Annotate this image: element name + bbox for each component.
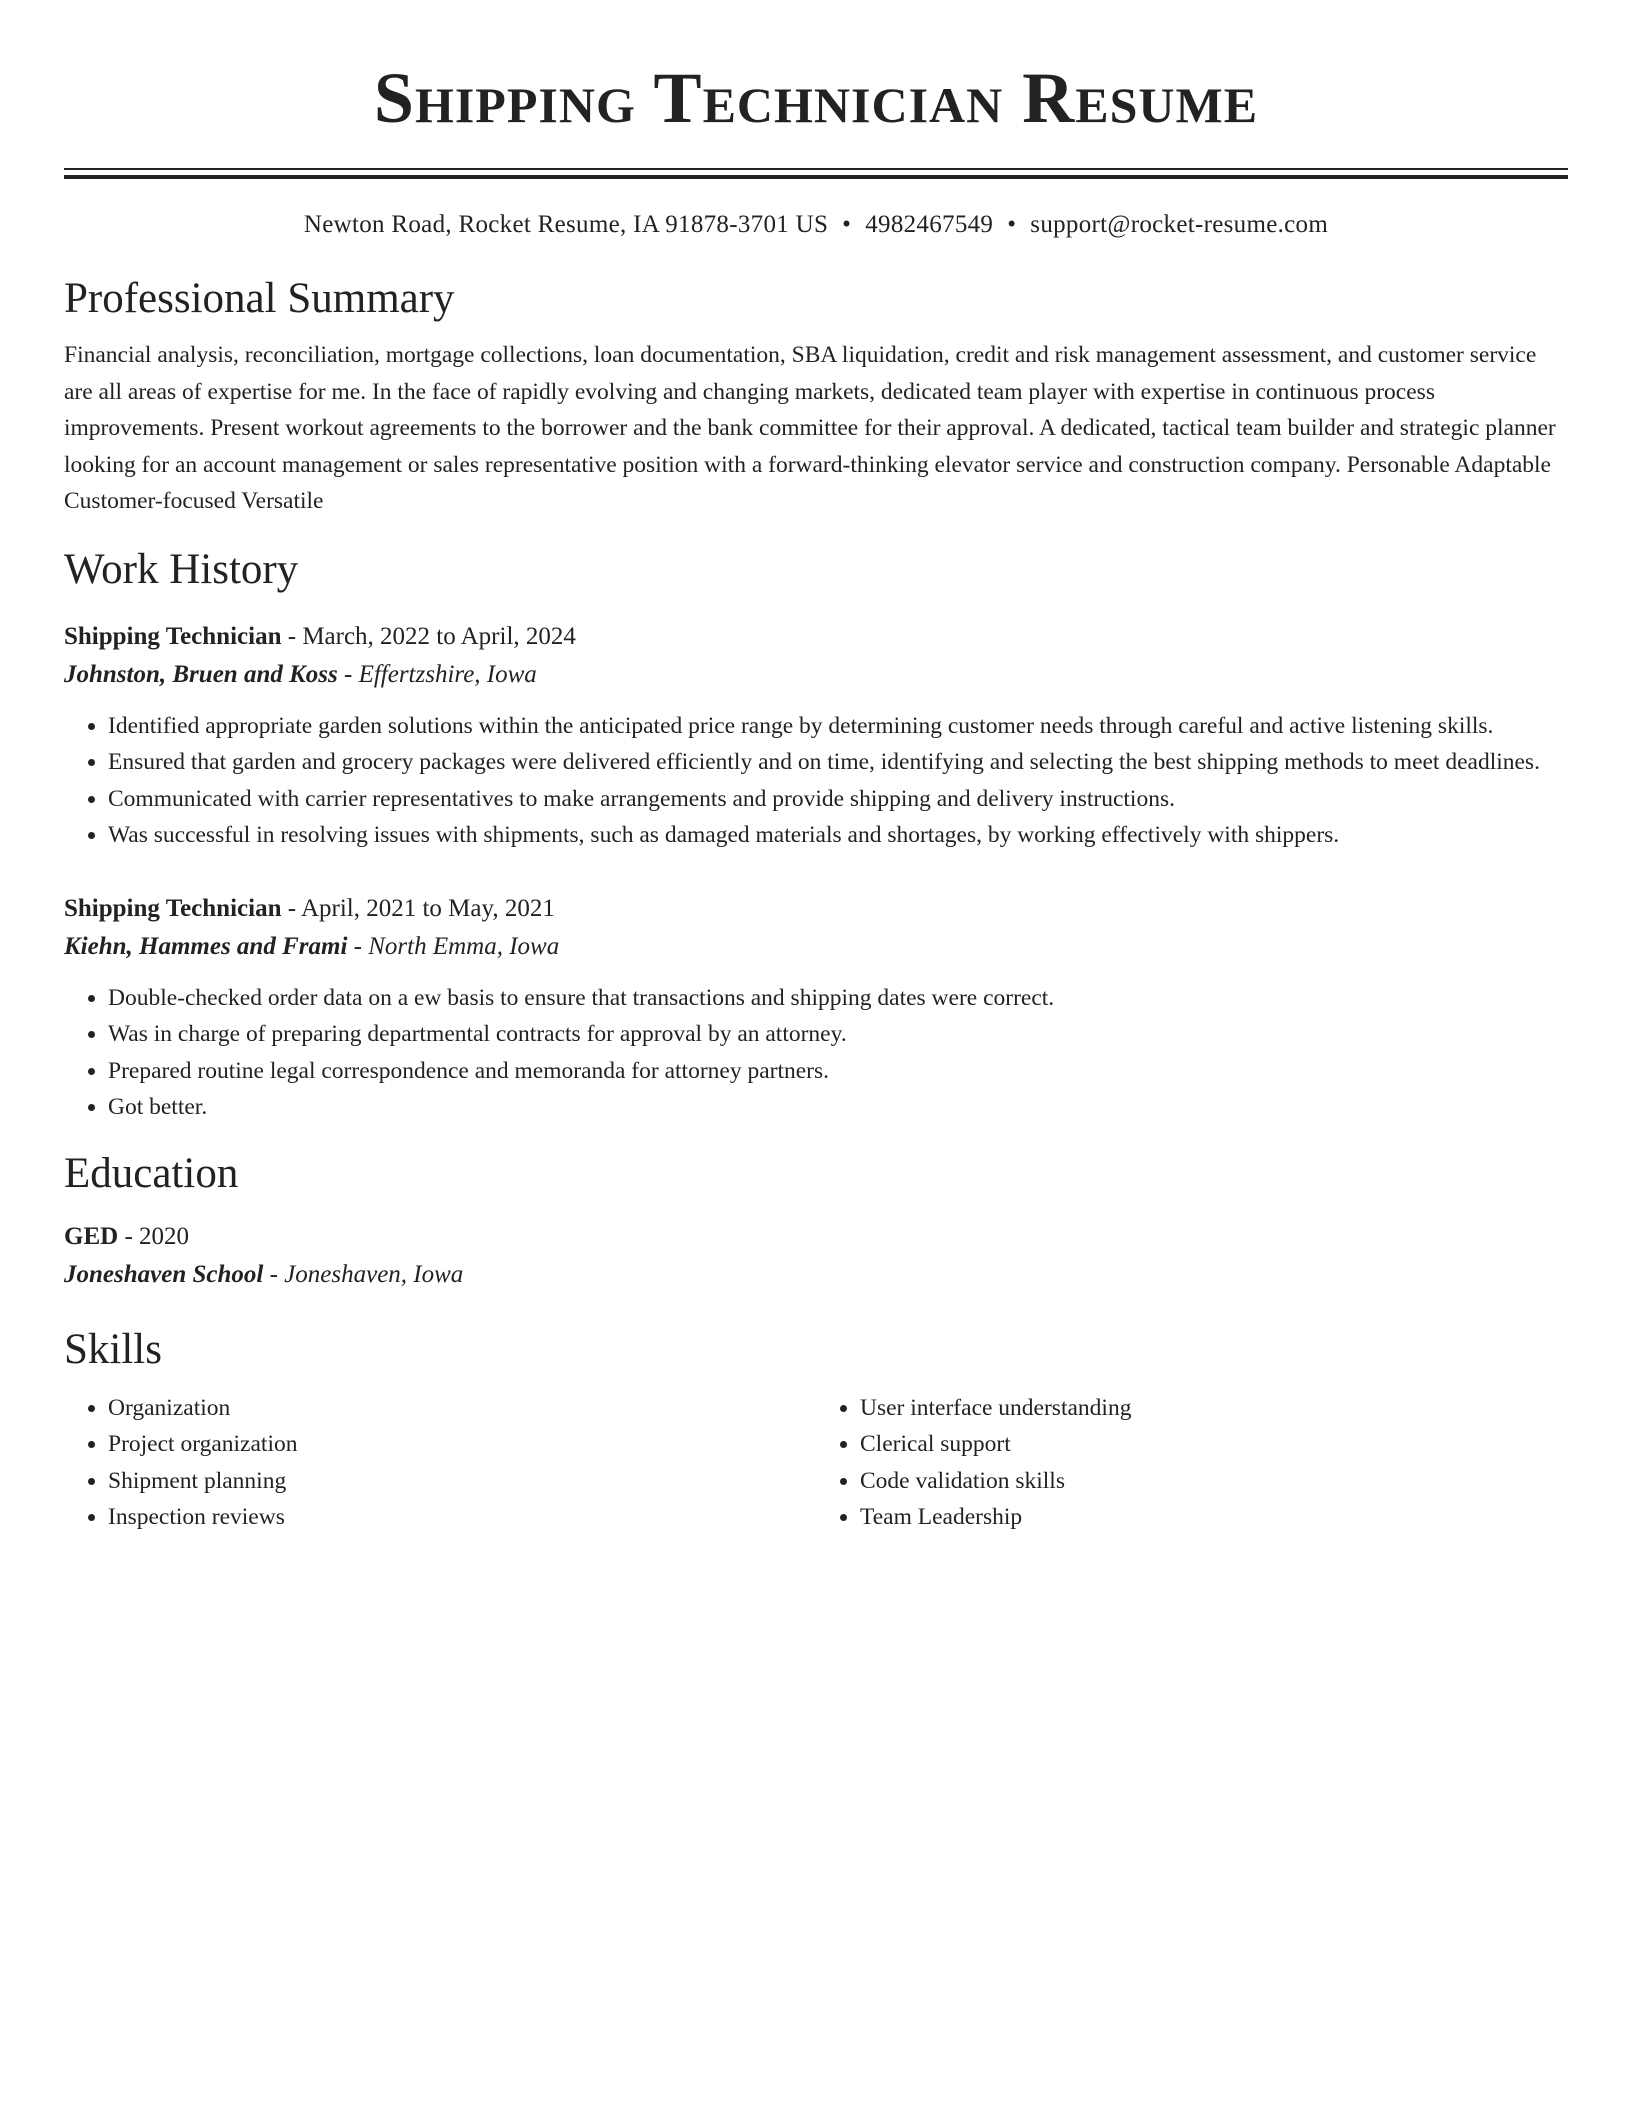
work-history-section bbox=[64, 544, 1568, 1126]
job-role: Shipping Technician bbox=[64, 894, 282, 922]
education-degree-line: GED - 2020 bbox=[64, 1222, 190, 1250]
job-bullet: • Prepared routine legal correspondence and memoranda for attorney partners. bbox=[108, 1053, 1568, 1090]
education-year: 2020 bbox=[139, 1222, 190, 1250]
summary-text: Financial analysis, reconciliation, mortgage collections, loan documentation, SBA liquidation, credit and risk management assessment, and customer service are all areas of expertise for me. In the face of rapidly evolving and changing markets, dedicated team player with expertise in continuous process improvements. Present workout agreements to the borrower and the bank committee for their approval. A dedicated, tactical team builder and strategic planner looking for an account management or sales representative position with a forward-thinking elevator service and construction company. Personable Adaptable Customer-focused Versatile bbox=[64, 342, 1556, 514]
title-divider bbox=[64, 168, 1568, 179]
skills-section bbox=[64, 1324, 1568, 1536]
education-location: Joneshaven, Iowa bbox=[284, 1260, 464, 1288]
education-school-line: Joneshaven School - Joneshaven, Iowa bbox=[64, 1260, 464, 1288]
job-role-line: Shipping Technician - March, 2022 to April, 2024 bbox=[64, 622, 576, 650]
education-degree: GED bbox=[64, 1222, 119, 1250]
work-history-heading: Work History bbox=[64, 545, 299, 593]
contact-separator: • bbox=[842, 211, 852, 238]
skill-item: • Inspection reviews bbox=[108, 1499, 816, 1536]
job-bullet: • Was successful in resolving issues with shipments, such as damaged materials and shortages, by working effectively with shippers. bbox=[108, 817, 1568, 854]
job-bullet: • Identified appropriate garden solutions within the anticipated price range by determining customer needs through careful and active listening skills. bbox=[108, 708, 1568, 745]
job-bullet: • Communicated with carrier representatives to make arrangements and provide shipping and delivery instructions. bbox=[108, 781, 1568, 818]
skill-item: • Project organization bbox=[108, 1426, 816, 1463]
job-dates: March, 2022 to April, 2024 bbox=[302, 622, 576, 650]
summary-heading: Professional Summary bbox=[64, 275, 455, 322]
job-company-line: Kiehn, Hammes and Frami - North Emma, Iowa bbox=[64, 932, 560, 960]
skill-item: • Clerical support bbox=[860, 1426, 1568, 1463]
summary-section bbox=[64, 273, 1568, 520]
job-bullet: • Double-checked order data on a ew basis to ensure that transactions and shipping dates were correct. bbox=[108, 980, 1568, 1017]
education-entry bbox=[64, 1218, 1568, 1294]
job-location: Effertzshire, Iowa bbox=[358, 660, 537, 688]
skill-item: • User interface understanding bbox=[860, 1390, 1568, 1427]
job-role-line: Shipping Technician - April, 2021 to May, 2021 bbox=[64, 894, 555, 922]
job-bullet: • Ensured that garden and grocery packages were delivered efficiently and on time, identifying and selecting the best shipping methods to meet deadlines. bbox=[108, 744, 1568, 781]
job-company: Kiehn, Hammes and Frami bbox=[64, 932, 348, 960]
job-location: North Emma, Iowa bbox=[368, 932, 560, 960]
skills-columns bbox=[64, 1390, 1568, 1536]
skills-list-left bbox=[64, 1390, 816, 1536]
skills-list-right bbox=[816, 1390, 1568, 1536]
job-bullet: • Got better. bbox=[108, 1089, 1568, 1126]
skill-item: • Organization bbox=[108, 1390, 816, 1427]
job-bullets bbox=[64, 708, 1568, 854]
job-company: Johnston, Bruen and Koss bbox=[64, 660, 338, 688]
skill-item: • Code validation skills bbox=[860, 1463, 1568, 1500]
job-entry bbox=[64, 890, 1568, 1126]
skills-heading: Skills bbox=[64, 1325, 162, 1373]
job-bullets bbox=[64, 980, 1568, 1126]
education-heading: Education bbox=[64, 1149, 239, 1197]
resume-title: Shipping Technician Resume bbox=[373, 58, 1259, 138]
job-role: Shipping Technician bbox=[64, 622, 282, 650]
contact-email: support@rocket-resume.com bbox=[1030, 211, 1329, 238]
education-school: Joneshaven School bbox=[64, 1260, 264, 1288]
contact-address: Newton Road, Rocket Resume, IA 91878-3701 US bbox=[303, 211, 829, 238]
contact-phone: 4982467549 bbox=[865, 211, 994, 238]
job-company-line: Johnston, Bruen and Koss - Effertzshire, Iowa bbox=[64, 660, 537, 688]
skill-item: • Shipment planning bbox=[108, 1463, 816, 1500]
job-entry bbox=[64, 618, 1568, 854]
contact-separator: • bbox=[1007, 211, 1017, 238]
contact-line bbox=[64, 209, 1568, 241]
education-section bbox=[64, 1148, 1568, 1294]
skill-item: • Team Leadership bbox=[860, 1499, 1568, 1536]
job-bullet: • Was in charge of preparing departmental contracts for approval by an attorney. bbox=[108, 1016, 1568, 1053]
job-dates: April, 2021 to May, 2021 bbox=[300, 894, 555, 922]
